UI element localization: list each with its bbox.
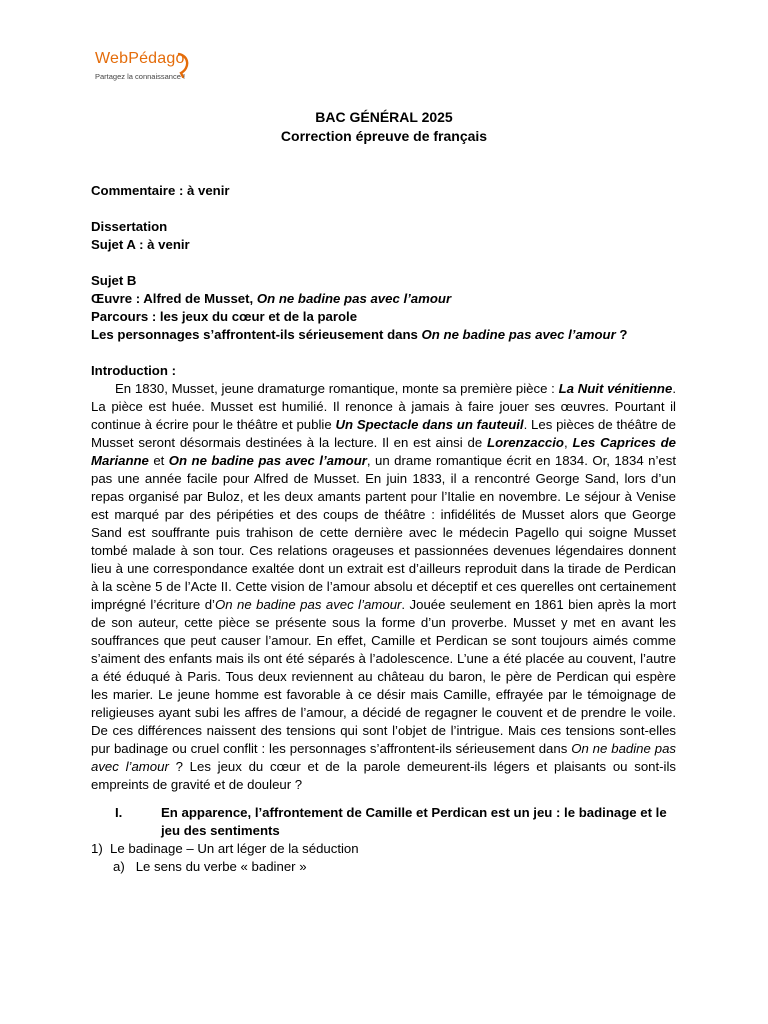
oeuvre-line: Œuvre : Alfred de Musset, On ne badine pas avec l’amour <box>91 291 452 306</box>
sujet-a-line: Sujet A : à venir <box>91 237 190 252</box>
plan-part-1-number: I. <box>115 805 123 820</box>
logo <box>95 50 205 90</box>
plan-part-1 <box>91 804 676 840</box>
introduction-paragraph: En 1830, Musset, jeune dramaturge romantique, monte sa première pièce : La Nuit vénitienne. La pièce est huée. Musset est humilié. Il renonce à jamais à faire jouer ses œuvres. Pourtant il continue à écrire pour le théâtre et publie Un Spectacle dans un fauteuil. Les pièces de théâtre de Musset seront désormais destinées à la lecture. Il en est ainsi de Lorenzaccio, Les Caprices de Marianne et On ne badine pas avec l’amour, un drame romantique écrit en 1834. Or, 1834 n’est pas une année facile pour Alfred de Musset. En juin 1833, il a rencontré George Sand, lors d’un repas organisé par Buloz, et les deux amants partent pour l’Italie en novembre. Le séjour à Venise est marqué par des péripéties et des coups de théâtre : infidélités de Musset alors que George Sand est souffrante puis trahison de cette dernière avec le médecin Pagello qui soigne Musset tombé malade à son tour. Ces relations orageuses et passionnées devenues légendaires donnent lieu à une correspondance exaltée dont un extrait est d’ailleurs reproduit dans la tirade de Perdican à la scène 5 de l’Acte II. Cette vision de l’amour absolu et déceptif et ces querelles ont certainement imprégné l’écriture d’On ne badine pas avec l’amour. Jouée seulement en 1861 bien après la mort de son auteur, cette pièce se présente sous la forme d’un proverbe. Musset y met en avant les souffrances que peut causer l’amour. En effet, Camille et Perdican se sont toujours aimés comme s’aiment des enfants mais ils ont été séparés à l’adolescence. L’une a été placée au couvent, l’autre a été éduqué à Paris. Tous deux reviennent au château du baron, le père de Perdican qui espère les marier. Le jeune homme est favorable à ce désir mais Camille, effrayée par le témoignage de religieuses ayant subi les affres de l’amour, a décidé de regagner le couvent et de prendre le voile. De ces différences naissent des tensions qui sont l’objet de l’intrigue. Mais ces tensions sont-elles pur badinage ou cruel conflit : les personnages s’affrontent-ils sérieusement dans On ne badine pas avec l’amour ? Les jeux du cœur et de la parole demeurent-ils légers et plaisants ou sont-ils empreints de gravité et de douleur ? <box>91 381 677 792</box>
logo-tagline: Partagez la connaissance ! <box>95 72 186 81</box>
plan-sub-1: 1) Le badinage – Un art léger de la séduction <box>91 841 359 856</box>
document-body <box>91 182 676 876</box>
question-line: Les personnages s’affrontent-ils sérieusement dans On ne badine pas avec l’amour ? <box>91 327 628 342</box>
introduction-heading: Introduction : <box>91 363 176 378</box>
logo-name: WebPédago <box>95 50 185 67</box>
document-subtitle: Correction épreuve de français <box>280 128 488 144</box>
commentaire-line: Commentaire : à venir <box>91 183 230 198</box>
plan-sub-1a: a) Le sens du verbe « badiner » <box>113 859 307 874</box>
plan-part-1-title: En apparence, l’affrontement de Camille et Perdican est un jeu : le badinage et le jeu des sentiments <box>161 805 667 838</box>
parcours-line: Parcours : les jeux du cœur et de la parole <box>91 309 358 324</box>
dissertation-heading: Dissertation <box>91 219 168 234</box>
document-title: BAC GÉNÉRAL 2025 <box>315 109 453 125</box>
sujet-b-heading: Sujet B <box>91 273 137 288</box>
